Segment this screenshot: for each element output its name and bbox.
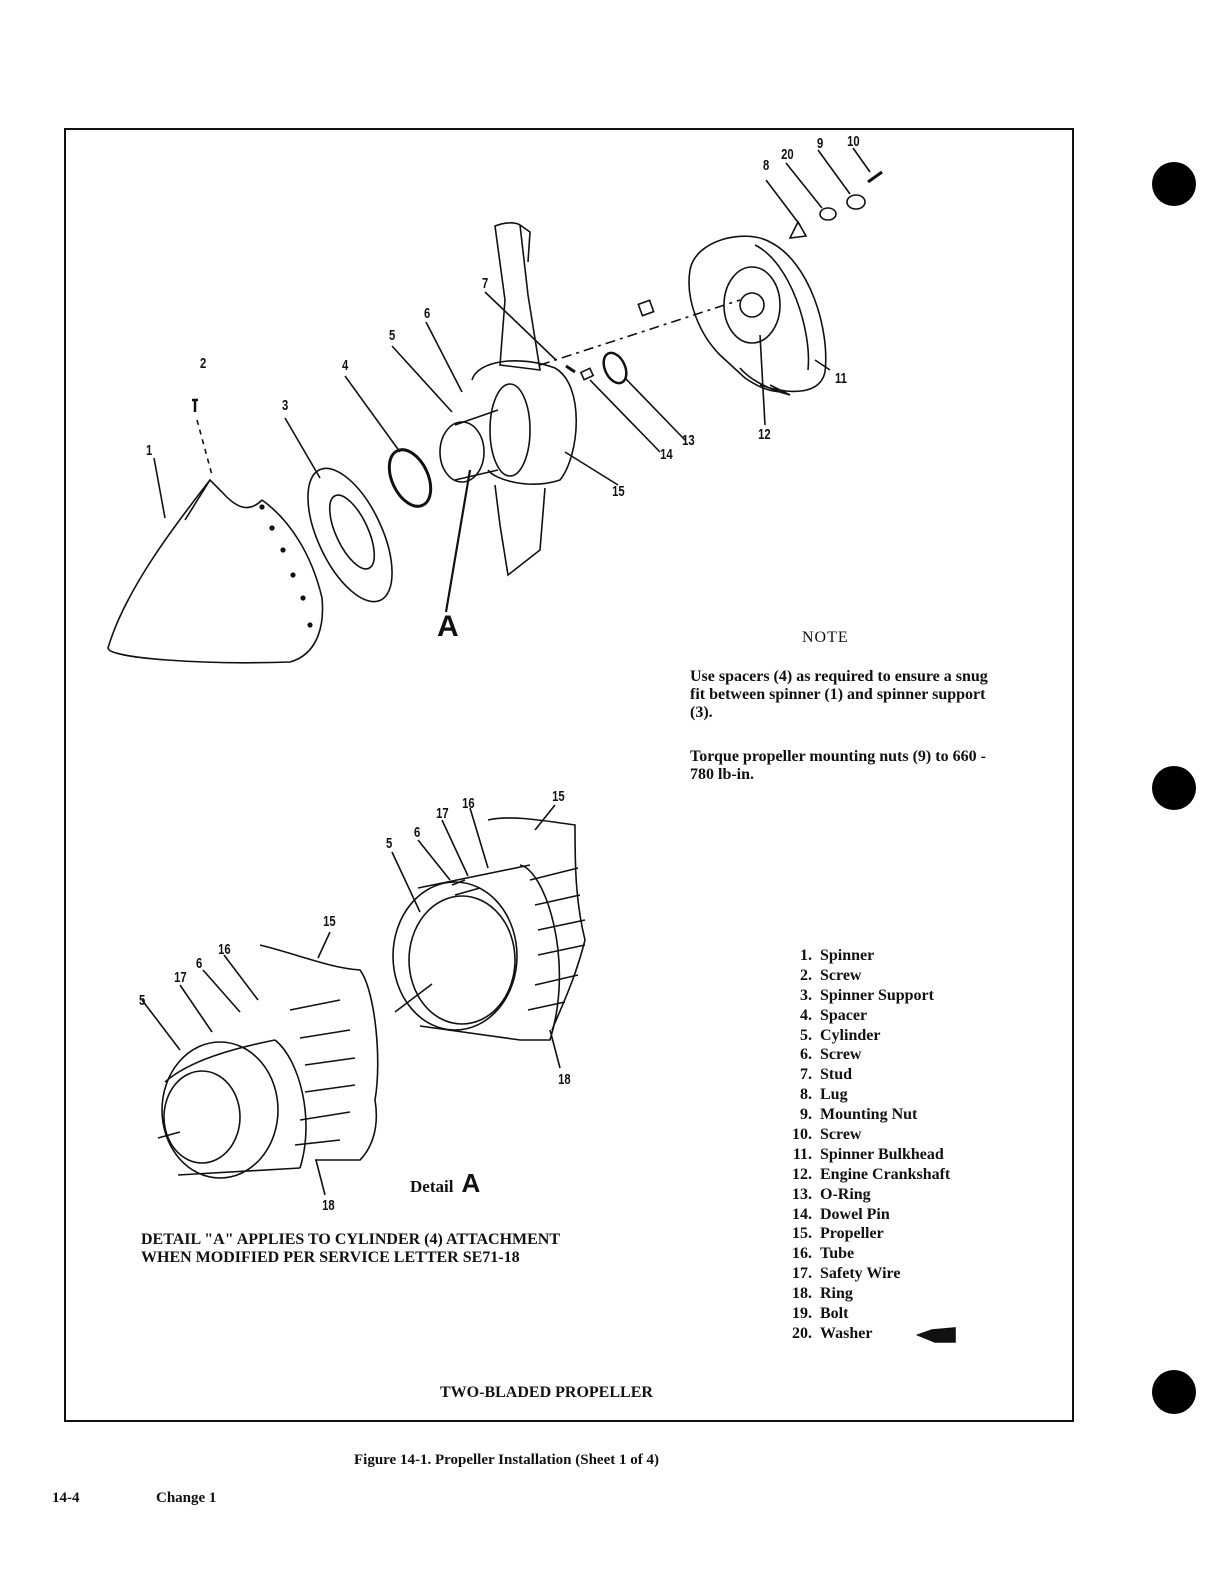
detail-left-callout-18: 18 xyxy=(322,1197,335,1214)
parts-list-number: 16. xyxy=(792,1245,812,1263)
parts-list-name: O-Ring xyxy=(820,1185,871,1203)
figure-caption: Figure 14-1. Propeller Installation (Sheet 1 of 4) xyxy=(354,1452,659,1468)
detail-a-right-drawing xyxy=(392,805,585,1068)
detail-description-line2: WHEN MODIFIED PER SERVICE LETTER SE71-18 xyxy=(141,1249,520,1266)
parts-list-number: 14. xyxy=(792,1205,812,1223)
callout-13: 13 xyxy=(682,432,695,449)
change-number: Change 1 xyxy=(156,1490,217,1506)
parts-list-item xyxy=(776,1006,950,1026)
note-paragraph-2: Torque propeller mounting nuts (9) to 660 - 780 lb-in. xyxy=(690,748,986,783)
callout-20: 20 xyxy=(781,146,794,163)
parts-list-item xyxy=(776,1125,950,1145)
callout-10: 10 xyxy=(847,133,860,150)
parts-list-item xyxy=(776,1145,950,1165)
callout-12: 12 xyxy=(758,426,771,443)
detail-left-callout-15: 15 xyxy=(323,913,336,930)
callout-6: 6 xyxy=(424,305,431,322)
parts-list-number: 12. xyxy=(792,1165,812,1183)
spinner-drawing xyxy=(108,480,323,663)
parts-list-number: 20. xyxy=(792,1324,812,1342)
parts-list-name: Ring xyxy=(820,1285,853,1303)
parts-list-name: Spinner Bulkhead xyxy=(820,1145,944,1163)
parts-list-number: 17. xyxy=(792,1265,812,1283)
parts-list-item xyxy=(776,1244,950,1264)
callout-9: 9 xyxy=(817,135,824,152)
detail-label-word: Detail xyxy=(410,1177,454,1196)
parts-list-item xyxy=(776,1165,950,1185)
parts-list-number: 10. xyxy=(792,1126,812,1144)
parts-list-item xyxy=(776,986,950,1006)
parts-list-item xyxy=(776,1085,950,1105)
parts-list-name: Tube xyxy=(820,1245,855,1263)
parts-list-number: 5. xyxy=(800,1026,812,1044)
parts-list-name: Screw xyxy=(820,1046,862,1064)
parts-list-item xyxy=(776,966,950,986)
parts-list-name: Screw xyxy=(820,966,862,984)
parts-list-item xyxy=(776,1324,950,1344)
parts-list-name: Screw xyxy=(820,1126,862,1144)
parts-list-name: Cylinder xyxy=(820,1026,881,1044)
detail-right-callout-15: 15 xyxy=(552,788,565,805)
detail-left-callout-5: 5 xyxy=(139,992,146,1009)
page-number: 14-4 xyxy=(52,1490,80,1506)
detail-right-callout-16: 16 xyxy=(462,795,475,812)
parts-list-item xyxy=(776,1205,950,1225)
parts-list-name: Dowel Pin xyxy=(820,1205,890,1223)
parts-list-name: Stud xyxy=(820,1066,853,1084)
parts-list-item xyxy=(776,1185,950,1205)
parts-list-number: 7. xyxy=(800,1066,812,1084)
figure-subtitle: TWO-BLADED PROPELLER xyxy=(440,1384,653,1401)
parts-list-number: 9. xyxy=(800,1106,812,1124)
detail-right-callout-18: 18 xyxy=(558,1071,571,1088)
parts-list-name: Washer xyxy=(820,1324,873,1342)
callout-8: 8 xyxy=(763,157,770,174)
note-paragraph-1: Use spacers (4) as required to ensure a snug fit between spinner (1) and spinner support (3). xyxy=(690,668,988,721)
parts-list-item xyxy=(776,1304,950,1324)
parts-list-name: Spacer xyxy=(820,1006,868,1024)
parts-list-number: 18. xyxy=(792,1285,812,1303)
parts-list-name: Safety Wire xyxy=(820,1265,901,1283)
parts-list-number: 3. xyxy=(800,986,812,1004)
callout-15: 15 xyxy=(612,483,625,500)
parts-list xyxy=(776,946,950,1344)
callout-5: 5 xyxy=(389,327,396,344)
callout-4: 4 xyxy=(342,357,349,374)
parts-list-name: Propeller xyxy=(820,1225,884,1243)
parts-list-number: 6. xyxy=(800,1046,812,1064)
parts-list-name: Spinner xyxy=(820,947,875,964)
detail-left-callout-16: 16 xyxy=(218,941,231,958)
parts-list-name: Spinner Support xyxy=(820,986,934,1004)
parts-list-number: 13. xyxy=(792,1185,812,1203)
detail-right-callout-17: 17 xyxy=(436,805,449,822)
detail-description-line1: DETAIL "A" APPLIES TO CYLINDER (4) ATTACHMENT xyxy=(141,1231,561,1248)
detail-description xyxy=(141,1231,701,1267)
parts-list-number: 8. xyxy=(800,1086,812,1104)
parts-list-name: Bolt xyxy=(820,1305,849,1323)
detail-left-callout-6: 6 xyxy=(196,955,203,972)
parts-list-item xyxy=(776,946,950,966)
callout-1: 1 xyxy=(146,442,153,459)
callout-11: 11 xyxy=(834,370,847,387)
parts-list-item xyxy=(776,1264,950,1284)
parts-list-number: 2. xyxy=(800,966,812,984)
parts-list-item xyxy=(776,1284,950,1304)
detail-label xyxy=(410,1168,480,1199)
parts-list-item xyxy=(776,1045,950,1065)
parts-list-number: 15. xyxy=(792,1225,812,1243)
parts-list-number: 11. xyxy=(792,1145,812,1163)
parts-list-item xyxy=(776,1224,950,1244)
parts-list-name: Mounting Nut xyxy=(820,1106,918,1124)
parts-list-name: Engine Crankshaft xyxy=(820,1165,951,1183)
note-heading: NOTE xyxy=(802,629,849,646)
parts-list-item xyxy=(776,1065,950,1085)
parts-list-item xyxy=(776,1105,950,1125)
detail-a-marker: A xyxy=(437,610,459,643)
detail-right-callout-6: 6 xyxy=(414,824,421,841)
parts-list-number: 19. xyxy=(792,1305,812,1323)
spinner-bulkhead-drawing xyxy=(689,236,826,395)
callout-3: 3 xyxy=(282,397,289,414)
callout-14: 14 xyxy=(660,446,673,463)
callout-7: 7 xyxy=(482,275,489,292)
parts-list-number: 1. xyxy=(800,947,812,964)
parts-list-number: 4. xyxy=(800,1006,812,1024)
detail-label-letter: A xyxy=(461,1168,481,1198)
detail-right-callout-5: 5 xyxy=(386,835,393,852)
detail-left-callout-17: 17 xyxy=(174,969,187,986)
callout-2: 2 xyxy=(200,355,207,372)
parts-list-name: Lug xyxy=(820,1086,848,1104)
parts-list-item xyxy=(776,1026,950,1046)
